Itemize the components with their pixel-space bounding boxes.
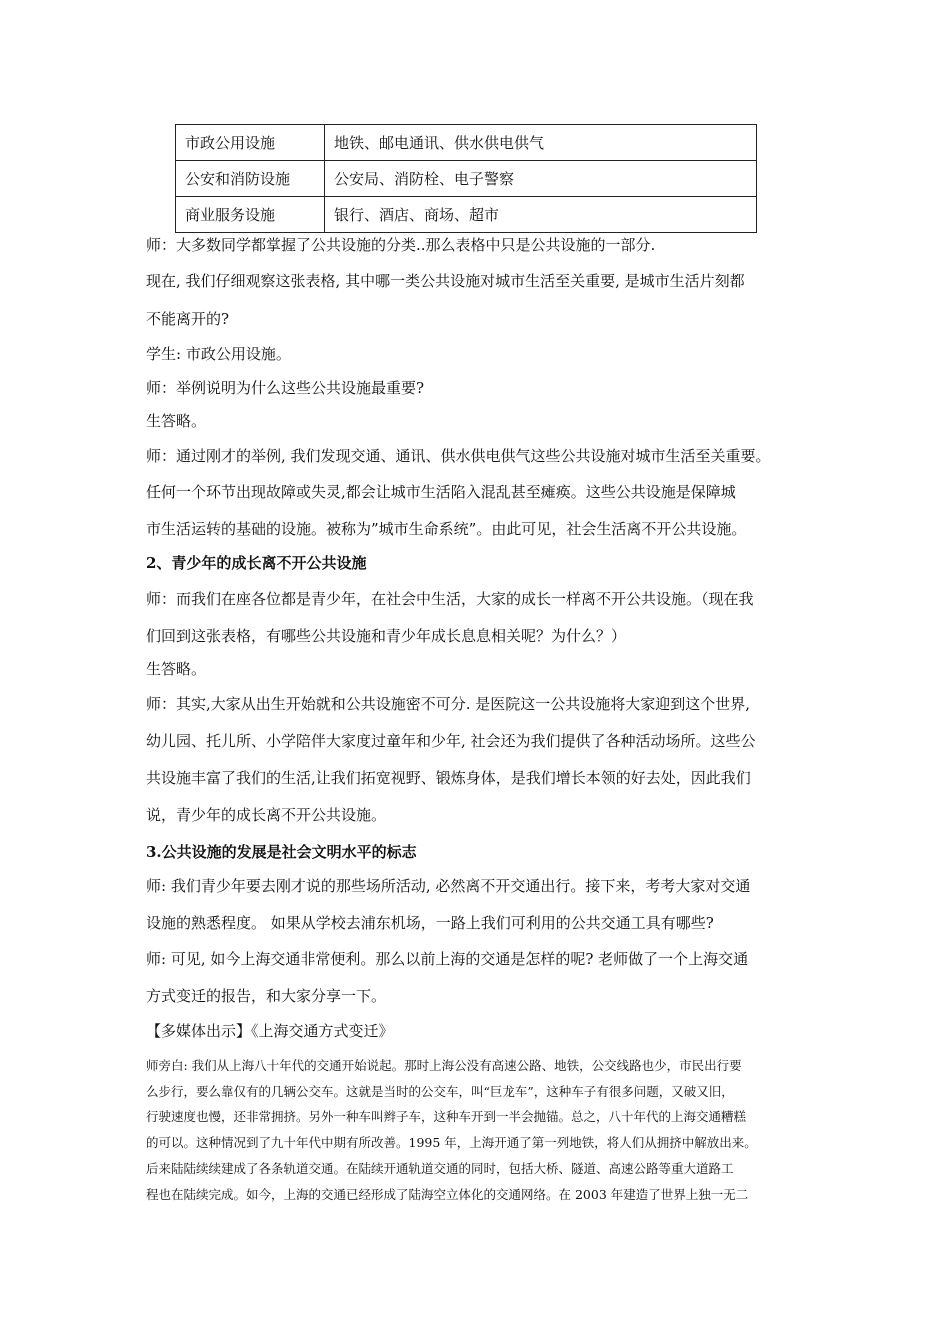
paragraph-line: 师：其实,大家从出生开始就和公共设施密不可分. 是医院这一公共设施将大家迎到这个世界, [146,695,751,713]
paragraph-line: 们回到这张表格，有哪些公共设施和青少年成长息息相关呢？为什么？） [146,627,627,645]
narration-line: 行驶速度也慢，还非常拥挤。另外一种车叫辫子车，这种车开到一半会抛锚。总之，八十年代的上海交通糟糕 [146,1109,747,1124]
table-row [176,161,757,197]
paragraph-line: 师：大多数同学都掌握了公共设施的分类..那么表格中只是公共设施的一部分. [146,236,656,254]
paragraph-line: 市生活运转的基础的设施。被称为”城市生命系统”。由此可见，社会生活离不开公共设施。 [146,520,747,538]
section-heading: 2、青少年的成长离不开公共设施 [146,554,367,572]
paragraph-line: 不能离开的? [146,310,230,328]
facilities-table [175,124,757,233]
table-row [176,197,757,233]
paragraph-line: 学生: 市政公用设施。 [146,345,291,363]
paragraph-line: 说，青少年的成长离不开公共设施。 [146,806,387,824]
paragraph-line: 【多媒体出示】《上海交通方式变迁》 [146,1022,394,1040]
paragraph-line: 幼儿园、托儿所、小学陪伴大家度过童年和少年, 社会还为我们提供了各种活动场所。这些公 [146,732,756,750]
paragraph-line: 师: 可见, 如今上海交通非常便利。那么以前上海的交通是怎样的呢? 老师做了一个上海交通 [146,950,749,968]
paragraph-line: 师：举例说明为什么这些公共设施最重要? [146,379,425,397]
paragraph-line: 设施的熟悉程度。 如果从学校去浦东机场，一路上我们可利用的公共交通工具有哪些? [146,914,714,932]
narration-line: 的可以。这种情况到了九十年代中期有所改善。1995 年，上海开通了第一列地铁，将人们从拥挤中解放出来。 [146,1135,757,1150]
table-cell-examples: 公安局、消防栓、电子警察 [325,161,757,197]
section-heading: 3.公共设施的发展是社会文明水平的标志 [146,843,417,861]
paragraph-line: 师: 我们青少年要去刚才说的那些场所活动, 必然离不开交通出行。接下来，考考大家对交通 [146,877,751,895]
paragraph-line: 任何一个环节出现故障或失灵,都会让城市生活陷入混乱甚至瘫痪。这些公共设施是保障城 [146,483,736,501]
paragraph-line: 方式变迁的报告，和大家分享一下。 [146,987,387,1005]
narration-line: 后来陆陆续续建成了各条轨道交通。在陆续开通轨道交通的同时，包括大桥、隧道、高速公路等重大道路工 [146,1161,734,1176]
narration-line: 师旁白: 我们从上海八十年代的交通开始说起。那时上海公没有高速公路、地铁，公交线路也少，市民出行要 [146,1058,742,1073]
table-cell-examples: 银行、酒店、商场、超市 [325,197,757,233]
narration-line: 程也在陆续完成。如今，上海的交通已经形成了陆海空立体化的交通网络。在 2003 年建造了世界上独一无二 [146,1187,749,1202]
narration-line: 么步行，要么靠仅有的几辆公交车。这就是当时的公交车，叫“巨龙车”，这种车子有很多问题，又破又旧， [146,1084,734,1099]
paragraph-line: 师：通过刚才的举例, 我们发现交通、通讯、供水供电供气这些公共设施对城市生活至关重要。 [146,447,771,465]
paragraph-line: 生答略。 [146,412,207,430]
table-cell-category: 公安和消防设施 [176,161,325,197]
paragraph-line: 共设施丰富了我们的生活,让我们拓宽视野、锻炼身体，是我们增长本领的好去处，因此我们 [146,769,751,787]
table-cell-examples: 地铁、邮电通讯、供水供电供气 [325,125,757,161]
table-cell-category: 商业服务设施 [176,197,325,233]
paragraph-line: 现在, 我们仔细观察这张表格, 其中哪一类公共设施对城市生活至关重要, 是城市生活片刻都 [146,272,745,290]
paragraph-line: 师：而我们在座各位都是青少年，在社会中生活，大家的成长一样离不开公共设施。（现在我 [146,590,754,608]
table-row [176,125,757,161]
paragraph-line: 生答略。 [146,660,207,678]
table-cell-category: 市政公用设施 [176,125,325,161]
